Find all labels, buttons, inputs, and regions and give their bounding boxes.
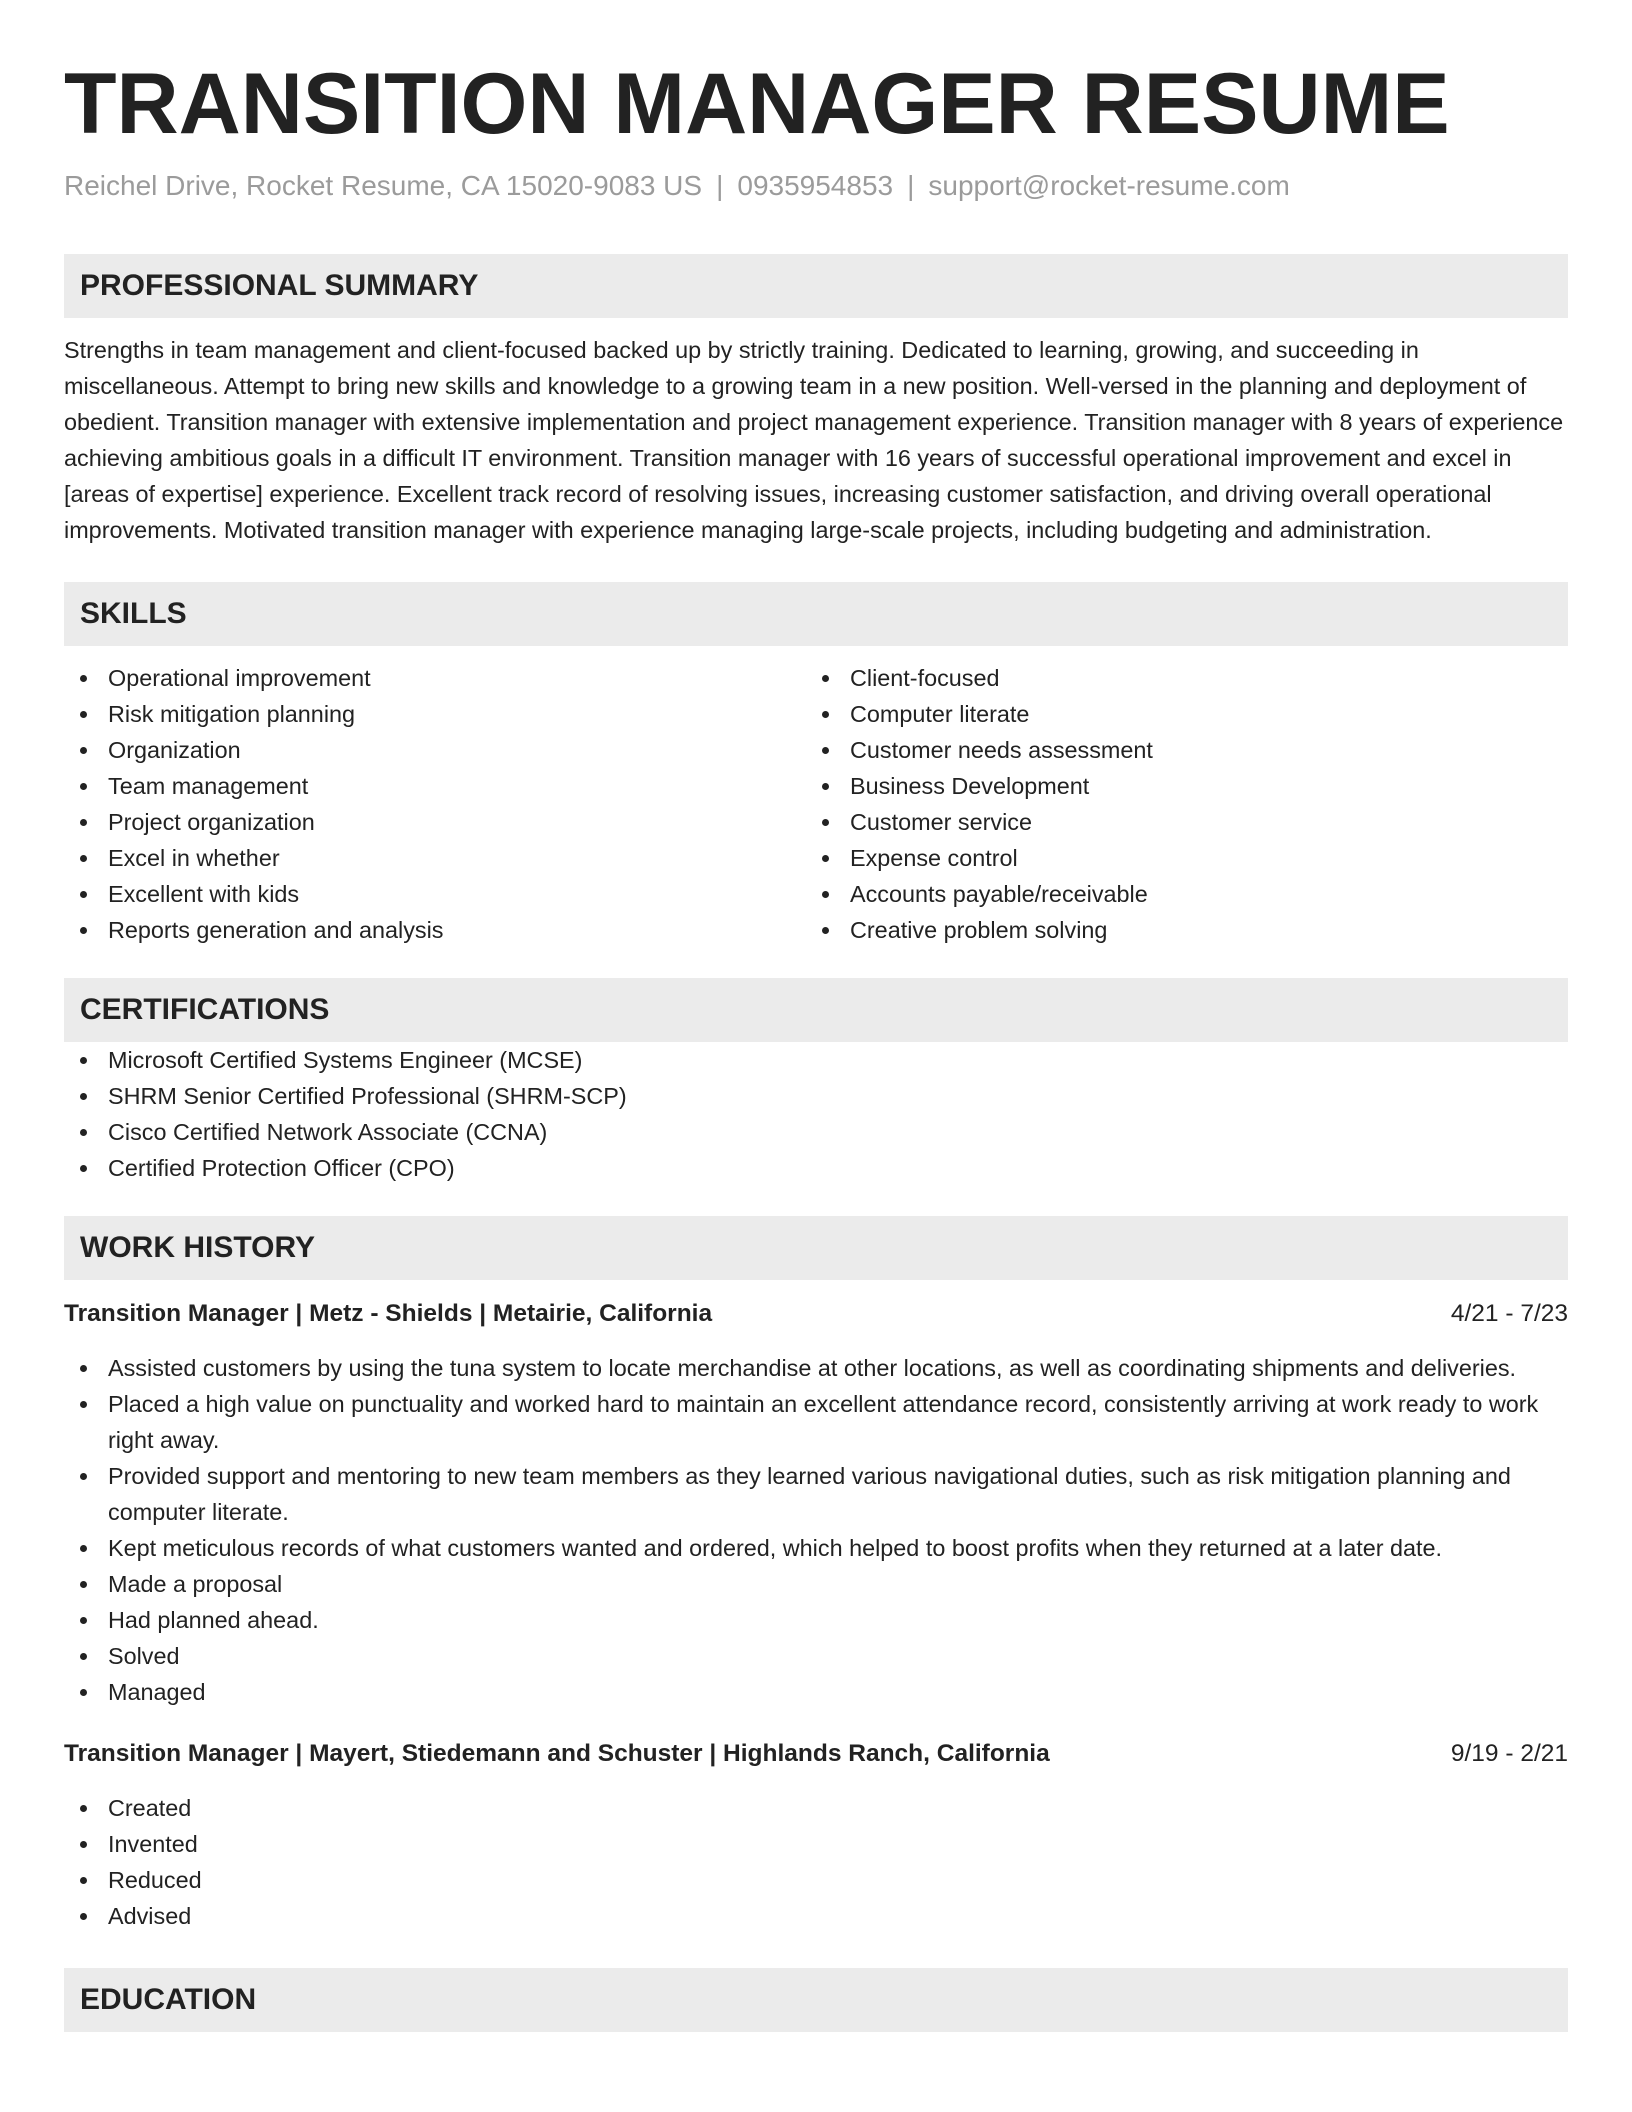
- resume-title: TRANSITION MANAGER RESUME: [64, 56, 1450, 152]
- section-heading-work-history: WORK HISTORY: [64, 1216, 1568, 1280]
- skills-list-right: [806, 660, 1548, 948]
- skill-item: Customer service: [806, 804, 1548, 840]
- job-entry: [64, 1296, 1568, 1710]
- contact-separator: |: [907, 170, 915, 201]
- skill-item: Project organization: [64, 804, 806, 840]
- resume-page: [64, 0, 1568, 2032]
- skills-list-left: [64, 660, 806, 948]
- certification-item: Microsoft Certified Systems Engineer (MCSE): [64, 1042, 1568, 1078]
- section-heading-skills: SKILLS: [64, 582, 1568, 646]
- skill-item: Customer needs assessment: [806, 732, 1548, 768]
- contact-address: Reichel Drive, Rocket Resume, CA 15020-9083 US: [64, 170, 703, 201]
- skill-item: Team management: [64, 768, 806, 804]
- job-header: [64, 1296, 1568, 1332]
- job-bullet: Kept meticulous records of what customers wanted and ordered, which helped to boost profits when they returned at a later date.: [64, 1530, 1568, 1566]
- section-heading-summary: PROFESSIONAL SUMMARY: [64, 254, 1568, 318]
- job-bullet: Solved: [64, 1638, 1568, 1674]
- certification-item: SHRM Senior Certified Professional (SHRM-SCP): [64, 1078, 1568, 1114]
- job-bullets: [64, 1790, 1568, 1934]
- skills-column-right: [806, 660, 1548, 948]
- job-bullet: Made a proposal: [64, 1566, 1568, 1602]
- skills-grid: [64, 660, 1568, 948]
- job-dates: 9/19 - 2/21: [1450, 1740, 1568, 1767]
- job-dates: 4/21 - 7/23: [1450, 1300, 1568, 1327]
- skill-item: Reports generation and analysis: [64, 912, 806, 948]
- job-bullet: Provided support and mentoring to new team members as they learned various navigational duties, such as risk mitigation planning and computer literate.: [64, 1458, 1568, 1530]
- certifications-list: [64, 1042, 1568, 1186]
- job-title: Transition Manager | Mayert, Stiedemann and Schuster | Highlands Ranch, California: [64, 1740, 1050, 1767]
- skill-item: Excellent with kids: [64, 876, 806, 912]
- job-bullet: Managed: [64, 1674, 1568, 1710]
- skill-item: Expense control: [806, 840, 1548, 876]
- job-bullet: Invented: [64, 1826, 1568, 1862]
- skill-item: Business Development: [806, 768, 1548, 804]
- skills-column-left: [64, 660, 806, 948]
- skill-item: Operational improvement: [64, 660, 806, 696]
- certification-item: Certified Protection Officer (CPO): [64, 1150, 1568, 1186]
- job-header: [64, 1736, 1568, 1772]
- job-bullet: Placed a high value on punctuality and worked hard to maintain an excellent attendance record, consistently arriving at work ready to work right away.: [64, 1386, 1568, 1458]
- skill-item: Accounts payable/receivable: [806, 876, 1548, 912]
- job-bullet: Advised: [64, 1898, 1568, 1934]
- job-bullet: Assisted customers by using the tuna system to locate merchandise at other locations, as well as coordinating shipments and deliveries.: [64, 1350, 1568, 1386]
- contact-separator: |: [716, 170, 724, 201]
- job-bullet: Created: [64, 1790, 1568, 1826]
- contact-phone: 0935954853: [737, 170, 894, 201]
- job-bullet: Reduced: [64, 1862, 1568, 1898]
- job-title: Transition Manager | Metz - Shields | Metairie, California: [64, 1300, 713, 1327]
- section-heading-education: EDUCATION: [64, 1968, 1568, 2032]
- contact-line: [64, 168, 1568, 204]
- contact-email: support@rocket-resume.com: [928, 170, 1290, 201]
- job-bullet: Had planned ahead.: [64, 1602, 1568, 1638]
- skill-item: Computer literate: [806, 696, 1548, 732]
- section-heading-certifications: CERTIFICATIONS: [64, 978, 1568, 1042]
- skill-item: Excel in whether: [64, 840, 806, 876]
- summary-text: Strengths in team management and client-focused backed up by strictly training. Dedicated to learning, growing, and succeeding in miscellaneous. Attempt to bring new skills and knowledge to a growing team in a new position. Well-versed in the planning and deployment of obedient. Transition manager with extensive implementation and project management experience. Transition manager with 8 years of experience achieving ambitious goals in a difficult IT environment. Transition manager with 16 years of successful operational improvement and excel in [areas of expertise] experience. Excellent track record of resolving issues, increasing customer satisfaction, and driving overall operational improvements. Motivated transition manager with experience managing large-scale projects, including budgeting and administration.: [64, 337, 1564, 543]
- job-bullets: [64, 1350, 1568, 1710]
- skill-item: Risk mitigation planning: [64, 696, 806, 732]
- skill-item: Organization: [64, 732, 806, 768]
- job-entry: [64, 1736, 1568, 1934]
- skill-item: Client-focused: [806, 660, 1548, 696]
- skill-item: Creative problem solving: [806, 912, 1548, 948]
- certification-item: Cisco Certified Network Associate (CCNA): [64, 1114, 1568, 1150]
